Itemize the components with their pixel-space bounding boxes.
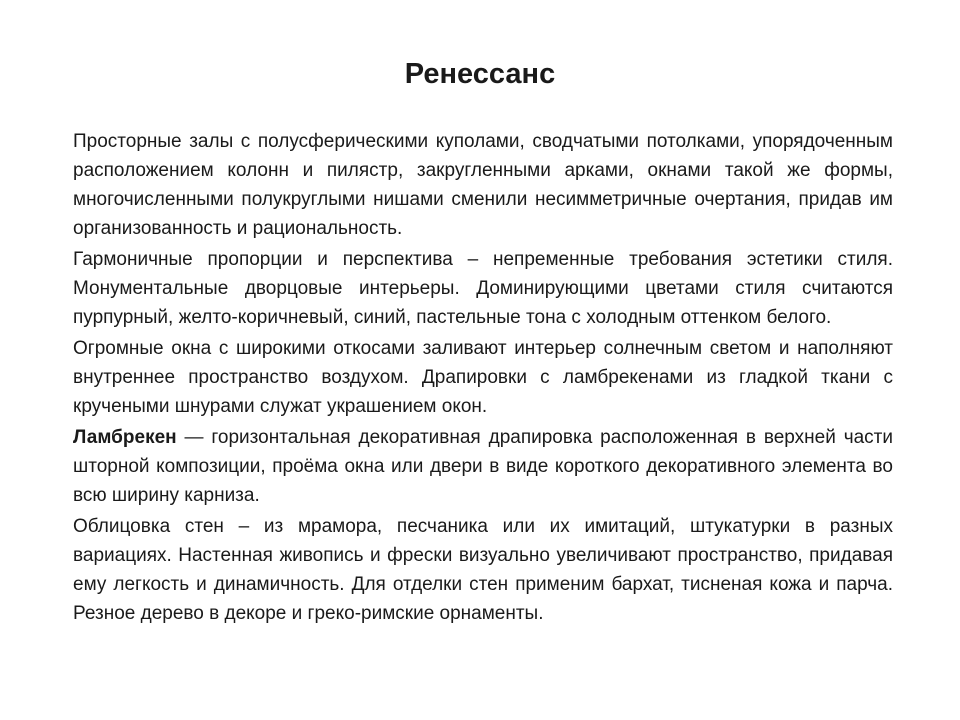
term-lambrequin: Ламбрекен	[73, 427, 177, 448]
paragraph-text: Просторные залы с полусферическими куполами, сводчатыми потолками, упорядоченным расположением колонн и пилястр, закругленными арками, окнами такой же формы, многочисленными полукруглыми нишами сменили несимметричные очертания, придав им организованность и рациональность.	[73, 131, 893, 239]
slide-title: Ренессанс	[404, 58, 556, 90]
paragraph-lambrequin	[73, 423, 893, 510]
paragraph-text: — горизонтальная декоративная драпировка расположенная в верхней части шторной композиции, проёма окна или двери в виде короткого декоративного элемента во всю ширину карниза.	[73, 427, 893, 506]
paragraph-domes	[73, 127, 893, 243]
paragraph-walls	[73, 512, 893, 628]
paragraph-text: Огромные окна с широкими откосами заливают интерьер солнечным светом и наполняют внутреннее пространство воздухом. Драпировки с ламбрекенами из гладкой ткани с кручеными шнурами служат украшением окон.	[73, 338, 893, 417]
paragraph-windows	[73, 334, 893, 421]
slide-body	[73, 127, 893, 630]
paragraph-proportions	[73, 245, 893, 332]
paragraph-text: Гармоничные пропорции и перспектива – непременные требования эстетики стиля. Монументальные дворцовые интерьеры. Доминирующими цветами стиля считаются пурпурный, желто-коричневый, синий, пастельные тона с холодным оттенком белого.	[73, 249, 893, 328]
paragraph-text: Облицовка стен – из мрамора, песчаника или их имитаций, штукатурки в разных вариациях. Настенная живопись и фрески визуально увеличивают пространство, придавая ему легкость и динамичность. Для отделки стен применим бархат, тисненая кожа и парча. Резное дерево в декоре и греко-римские орнаменты.	[73, 516, 893, 624]
